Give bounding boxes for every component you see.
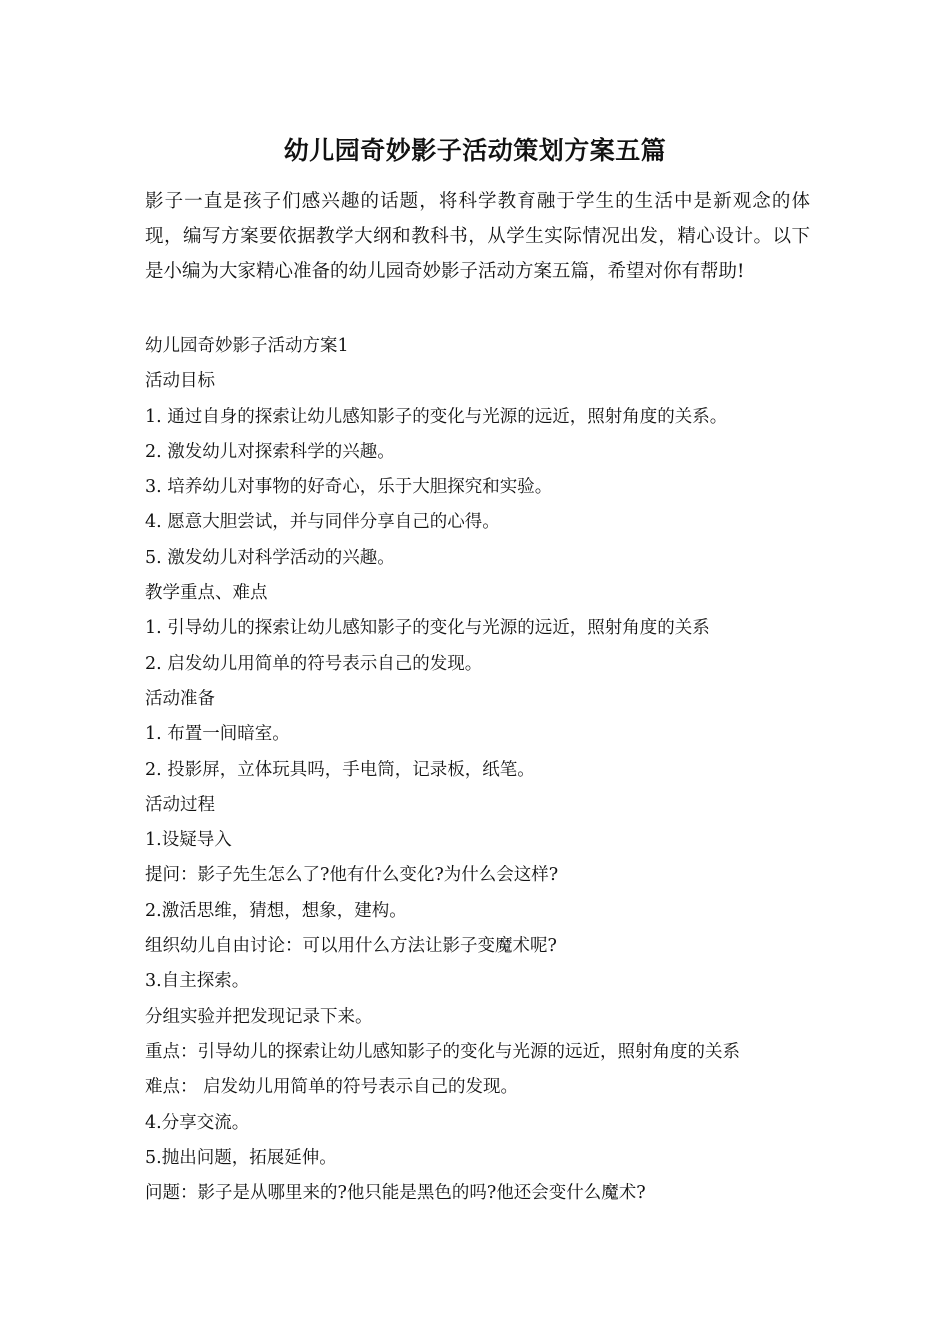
process-step: 3.自主探索。: [145, 971, 250, 992]
process-text: 难点： 启发幼儿用简单的符号表示自己的发现。: [145, 1077, 519, 1098]
process-text: 重点：引导幼儿的探索让幼儿感知影子的变化与光源的远近，照射角度的关系: [145, 1041, 740, 1062]
preparation-item: 2. 投影屏，立体玩具吗，手电筒，记录板，纸笔。: [145, 759, 535, 780]
key-point-item: 1. 引导幼儿的探索让幼儿感知影子的变化与光源的远近，照射角度的关系: [145, 618, 710, 639]
goal-item: 4. 愿意大胆尝试，并与同伴分享自己的心得。: [145, 512, 500, 533]
process-text: 分组实验并把发现记录下来。: [145, 1006, 373, 1027]
preparation-item: 1. 布置一间暗室。: [145, 724, 290, 745]
process-text: 问题：影子是从哪里来的?他只能是黑色的吗?他还会变什么魔术?: [145, 1183, 646, 1204]
document-body: [145, 329, 825, 1211]
subheading-process: 活动过程: [145, 794, 215, 815]
intro-paragraph: 影子一直是孩子们感兴趣的话题，将科学教育融于学生的生活中是新观念的体现，编写方案要依据教学大纲和教科书，从学生实际情况出发，精心设计。以下是小编为大家精心准备的幼儿园奇妙影子活动方案五篇，希望对你有帮助!: [145, 191, 810, 282]
section-heading: 幼儿园奇妙影子活动方案1: [145, 336, 349, 356]
goal-item: 3. 培养幼儿对事物的好奇心，乐于大胆探究和实验。: [145, 477, 553, 498]
goal-item: 1. 通过自身的探索让幼儿感知影子的变化与光源的远近，照射角度的关系。: [145, 406, 728, 427]
key-point-item: 2. 启发幼儿用简单的符号表示自己的发现。: [145, 653, 483, 674]
process-step: 5.抛出问题，拓展延伸。: [145, 1147, 337, 1168]
subheading-goals: 活动目标: [145, 371, 215, 392]
goal-item: 5. 激发幼儿对科学活动的兴趣。: [145, 547, 395, 568]
process-text: 组织幼儿自由讨论：可以用什么方法让影子变魔术呢?: [145, 936, 557, 957]
process-text: 提问：影子先生怎么了?他有什么变化?为什么会这样?: [145, 865, 559, 886]
process-step: 2.激活思维，猜想，想象，建构。: [145, 900, 407, 921]
process-step: 1.设疑导入: [145, 830, 232, 851]
document-title: 幼儿园奇妙影子活动策划方案五篇: [283, 136, 667, 165]
process-step: 4.分享交流。: [145, 1112, 250, 1133]
subheading-preparation: 活动准备: [145, 688, 215, 709]
goal-item: 2. 激发幼儿对探索科学的兴趣。: [145, 441, 395, 462]
subheading-key-points: 教学重点、难点: [145, 583, 268, 604]
